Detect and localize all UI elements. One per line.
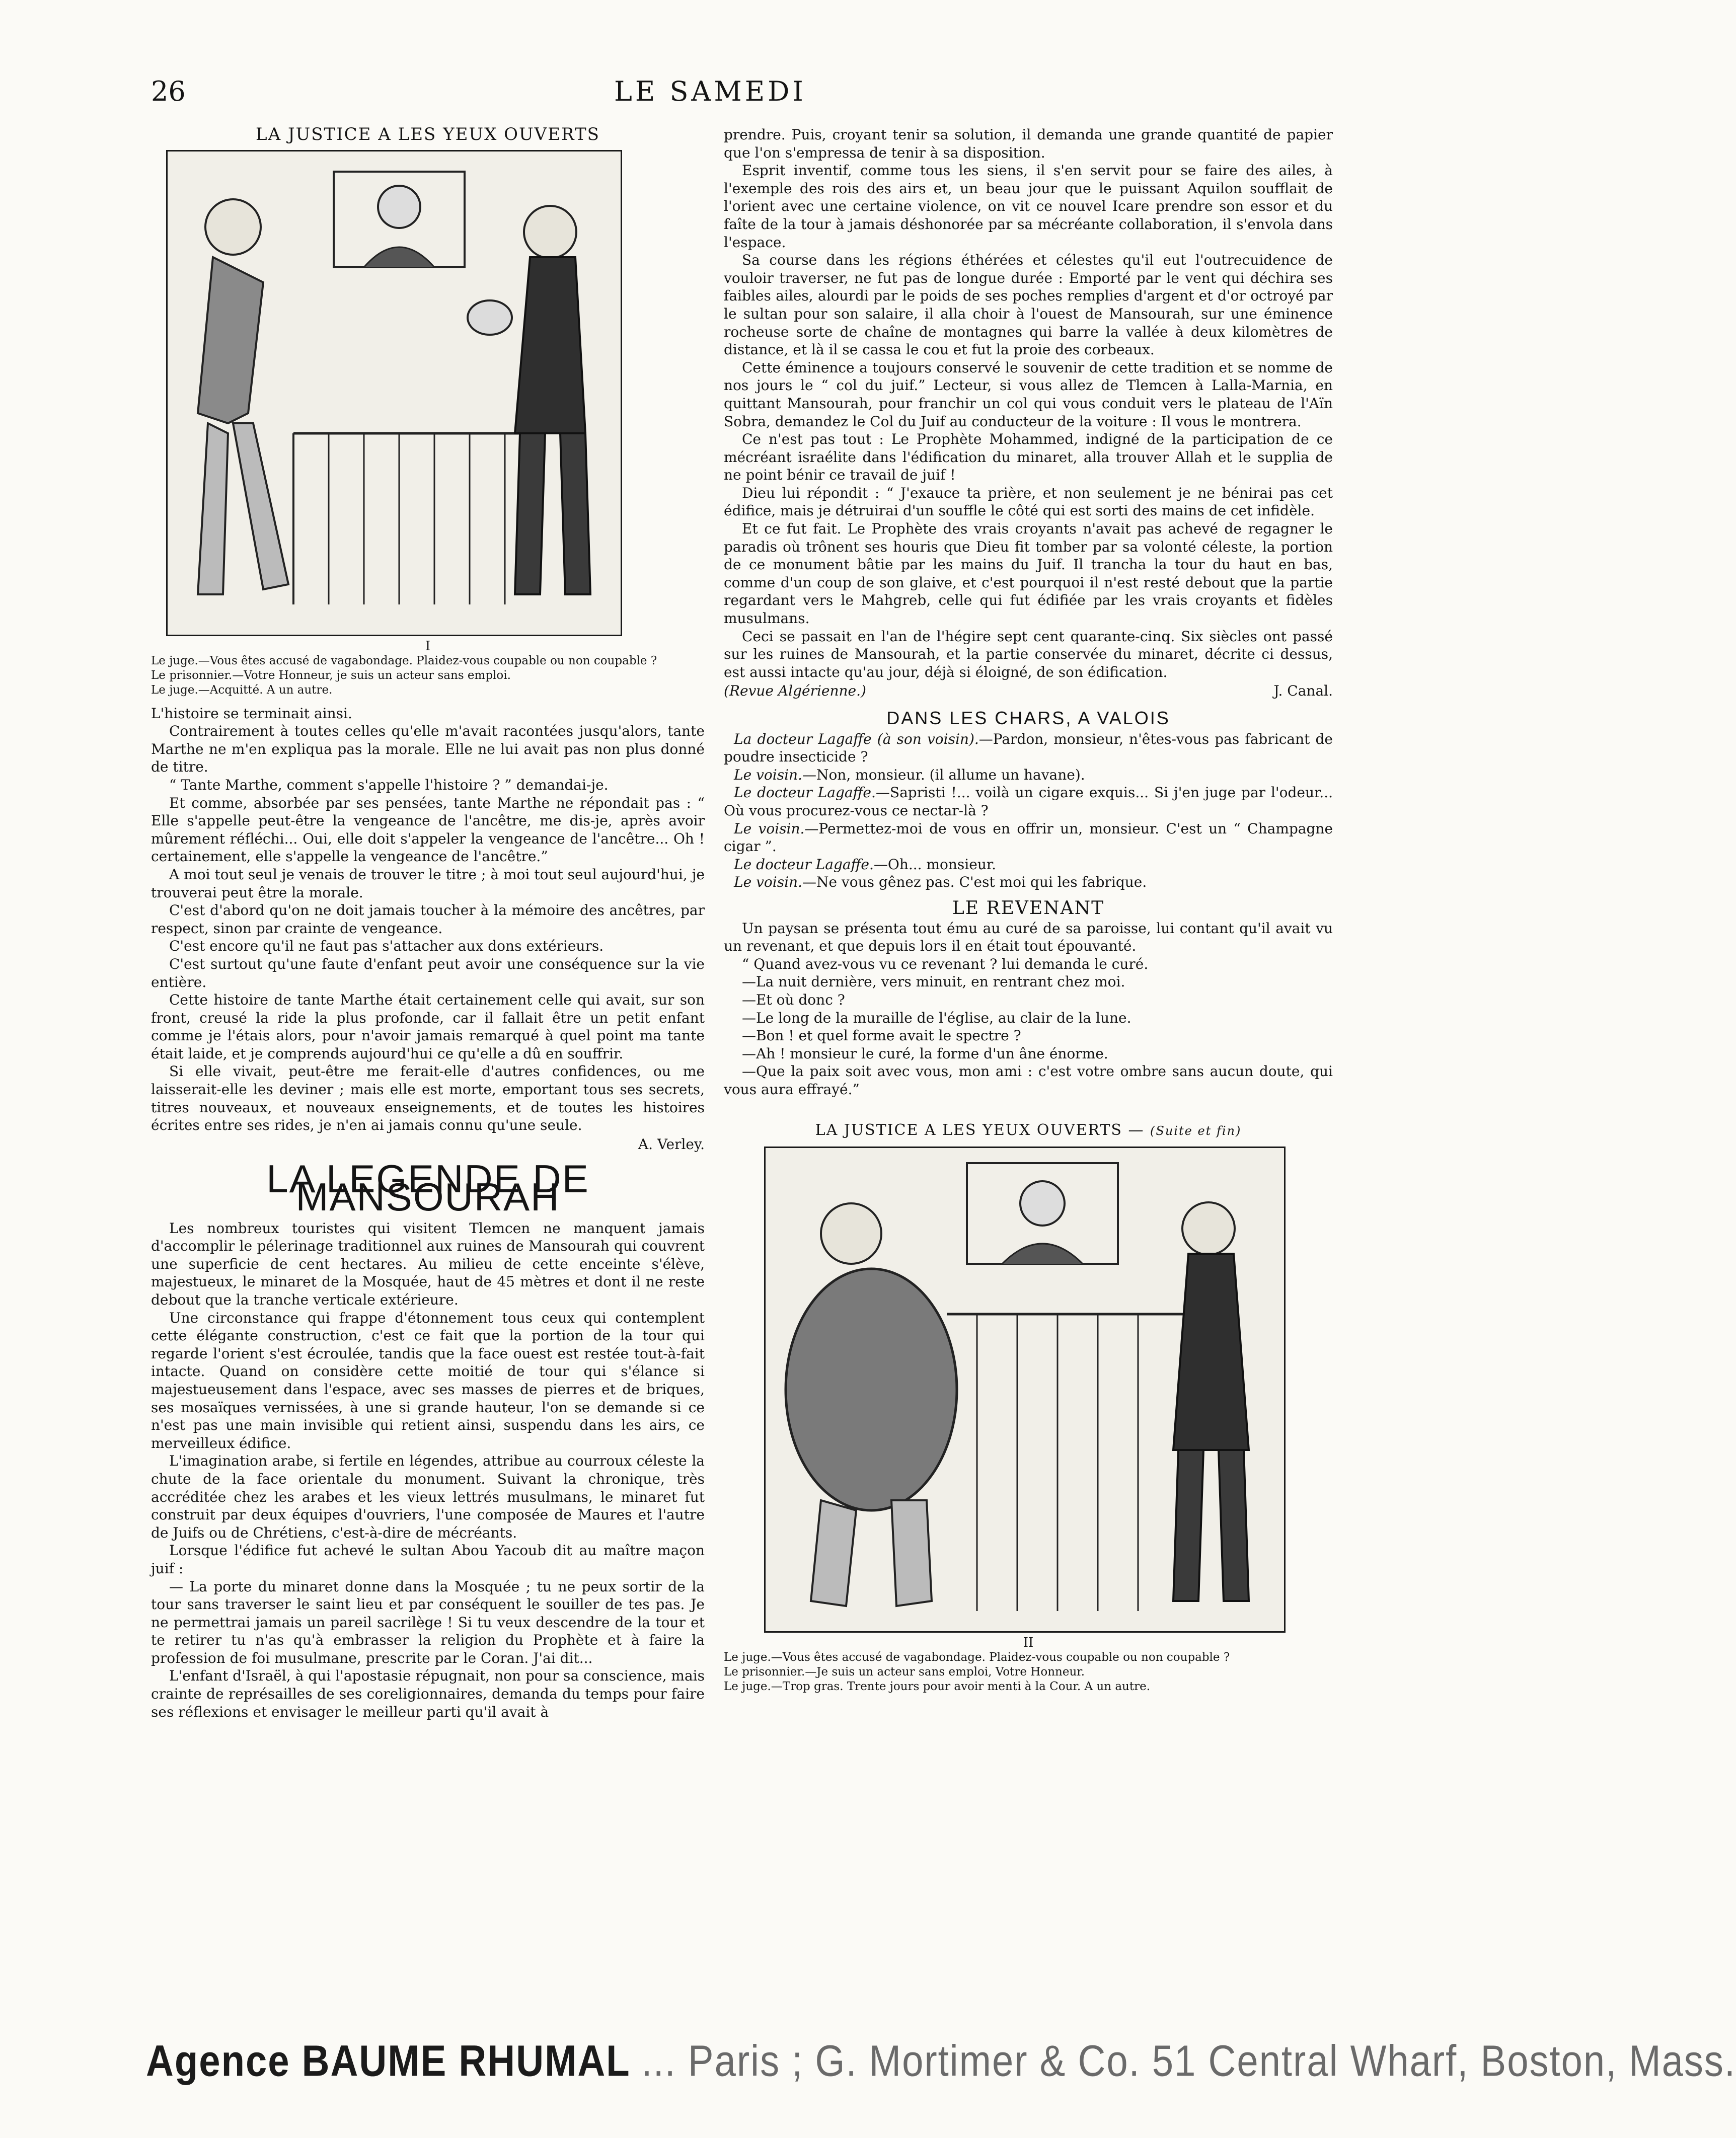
- paragraph: Lorsque l'édifice fut achevé le sultan Abou Yacoub dit au maître maçon juif :: [151, 1542, 705, 1577]
- paragraph: Une circonstance qui frappe d'étonnement tous ceux qui contemplent cette élégante construction, c'est ce fait que la portion de la tour qui regarde l'orient s'est écroulée, tandis que la face ouest est restée tout-à-fait intacte. Quand on considère cette moitié de tour qui s'élance si majestueusement dans l'espace, avec ses masses de pierres et de briques, ses mosaïques vernissées, à une si grande hauteur, l'on se demande si ce n'est pas une main invisible qui retient ainsi, suspendu dans les airs, ce merveilleux édifice.: [151, 1309, 705, 1452]
- caption-number: I: [425, 638, 431, 654]
- dialogue-line: [724, 730, 1333, 766]
- line-text: —Sapristi !... voilà un cigare exquis... Si j'en juge par l'odeur... Où vous procurez-vous ce nectar-là ?: [724, 784, 1333, 819]
- advertisement-footer: [146, 2036, 1736, 2100]
- dialogue-line: [724, 820, 1333, 856]
- story-verley: [151, 705, 705, 1154]
- paragraph: —Ah ! monsieur le curé, la forme d'un âne énorme.: [742, 1045, 1108, 1062]
- speaker: La docteur Lagaffe (à son voisin).: [734, 730, 979, 747]
- paragraph: Dieu lui répondit : “ J'exauce ta prière, et non seulement je ne bénirai pas cet édifice, mais je détruirai d'un souffle le côté qui est sorti des mains de cet infidèle.: [724, 484, 1333, 519]
- caption-number: II: [1023, 1635, 1034, 1651]
- line-text: —Non, monsieur. (il allume un havane).: [802, 766, 1085, 783]
- paragraph: Et ce fut fait. Le Prophète des vrais croyants n'avait pas achevé de regagner le paradis où trônent ses houris que Dieu fit tomber par sa volonté céleste, la portion de ce monument bâtie par les mains du Juif. Il trancha la tour du haut en bas, comme d'un coup de son glaive, et c'est pourquoi il n'est resté debout que la partie regardant vers le Mahgreb, celle qui fut édifiée par les vrais croyants et fidèles musulmans.: [724, 520, 1333, 627]
- paragraph: Les nombreux touristes qui visitent Tlemcen ne manquent jamais d'accomplir le pélerinage traditionnel aux ruines de Mansourah qui couvrent une superficie de cent hectares. Au milieu de cette enceinte s'élève, majestueux, le minaret de la Mosquée, haut de 45 mètres et dont il ne reste debout que la tranche verticale extérieure.: [151, 1219, 705, 1308]
- caption-verdict: Le juge.—Trop gras. Trente jours pour avoir menti à la Cour. A un autre.: [724, 1680, 1151, 1694]
- illustration-court-scene-2: [764, 1147, 1286, 1633]
- ad-line: Agence BAUME RHUMAL: [146, 2036, 630, 2086]
- line-text: —Permettez-moi de vous en offrir un, monsieur. C'est un “ Champagne cigar ”.: [724, 820, 1333, 855]
- paragraph: Si elle vivait, peut-être me ferait-elle d'autres confidences, ou me laisserait-elle les deviner ; mais elle est morte, emportant tous ses secrets, titres nouveaux, et nouveaux enseignements, et de toutes les histoires écrites entre ses rides, je n'en ai jamais connu qu'une seule.: [151, 1063, 705, 1134]
- story-revenant: [724, 920, 1333, 1099]
- paragraph: Sa course dans les régions éthérées et célestes qu'il eut l'outrecuidence de vouloir traverser, ne fut pas de longue durée : Emporté par le vent qui déchira ses faibles ailes, alourdi par le poids de ses poches remplies d'argent et d'or octroyé par le sultan pour son salaire, il alla choir à l'ouest de Mansourah, sur une éminence rocheuse sorte de chaîne de montagnes qui barre la vallée à deux kilomètres de distance, et là il se cassa le cou et fut la proie des corbeaux.: [724, 252, 1333, 358]
- paragraph: Esprit inventif, comme tous les siens, il s'en servit pour se faire des ailes, à l'exemple des rois des airs et, un beau jour que le puissant Aquilon soufflait de l'orient avec une certaine violence, on vit ce nouvel Icare prendre son essor et du faîte de la tour à jamais déshonorée par sa mécréante collaboration, il s'envola dans l'espace.: [724, 162, 1333, 251]
- article-source: (Revue Algérienne.): [724, 682, 866, 700]
- story-title: LA JUSTICE A LES YEUX OUVERTS: [256, 124, 600, 144]
- paragraph: —Le long de la muraille de l'église, au clair de la lune.: [742, 1009, 1131, 1026]
- paragraph: “ Quand avez-vous vu ce revenant ? lui demanda le curé.: [742, 955, 1149, 972]
- paragraph: Cette éminence a toujours conservé le souvenir de cette tradition et se nomme de nos jours le “ col du juif.” Lecteur, si vous allez de Tlemcen à Lalla-Marnia, en quittant Mansourah, pour franchir un col qui vous conduit vers le plateau de l'Aïn Sobra, demandez le Col du Juif au conducteur de la voiture : Il vous le montrera.: [724, 359, 1333, 430]
- ad-line-faded: ... Paris ; G. Mortimer & Co. 51 Central Wharf, Boston, Mass.: [641, 2036, 1736, 2086]
- paragraph: Contrairement à toutes celles qu'elle m'avait racontées jusqu'alors, tante Marthe ne m'en expliqua pas la morale. Elle ne lui avait pas non plus donné de titre.: [151, 723, 705, 776]
- illustration-caption-2: [724, 1636, 1333, 1694]
- speaker: Le voisin.: [734, 874, 802, 891]
- dialogue-line: [724, 766, 1333, 784]
- speaker: Le docteur Lagaffe.: [734, 856, 874, 873]
- line-text: —Pardon, monsieur, n'êtes-vous pas fabricant de poudre insecticide ?: [724, 730, 1333, 766]
- journal-title: LE SAMEDI: [614, 75, 806, 107]
- running-head: [151, 75, 1333, 111]
- caption-verdict: Le juge.—Acquitté. A un autre.: [151, 683, 333, 697]
- article-legende-continued: [724, 126, 1333, 700]
- line-text: —Oh... monsieur.: [873, 856, 997, 873]
- article-source-row: [724, 682, 1333, 700]
- section-title-chars: DANS LES CHARS, A VALOIS: [886, 708, 1170, 728]
- caption-judge: Le juge.—Vous êtes accusé de vagabondage. Plaidez-vous coupable ou non coupable ?: [724, 1651, 1230, 1664]
- paragraph: Et comme, absorbée par ses pensées, tante Marthe ne répondait pas : “ Elle s'appelle peut-être la vengeance de l'ancêtre, me dis-je, après avoir mûrement réfléchi... Oui, elle doit s'appeler la vengeance de l'ancêtre... Oh ! certainement, elle s'appelle la vengeance de l'ancêtre.”: [151, 794, 705, 865]
- line-text: —Ne vous gênez pas. C'est moi qui les fabrique.: [802, 874, 1147, 891]
- dialogue-line: [724, 856, 1333, 874]
- caption-prisoner: Le prisonnier.—Je suis un acteur sans emploi, Votre Honneur.: [724, 1665, 1085, 1679]
- illustration-drawing: [766, 1148, 1284, 1631]
- article-legende: [151, 1219, 705, 1721]
- article-author: J. Canal.: [1273, 682, 1333, 700]
- speaker: Le voisin.: [734, 766, 802, 783]
- section-title-revenant: LE REVENANT: [952, 897, 1105, 919]
- paragraph: prendre. Puis, croyant tenir sa solution, il demanda une grande quantité de papier que l'on s'empressa de tenir à sa disposition.: [724, 126, 1333, 161]
- paragraph: L'imagination arabe, si fertile en légendes, attribue au courroux céleste la chute de la face orientale du monument. Suivant la chronique, très accréditée chez les arabes et les vieux lettrés musulmans, le minaret fut construit par deux équipes d'ouvriers, l'une composée de Maures et l'autre de Juifs ou de Chrétiens, c'est-à-dire de mécréants.: [151, 1453, 705, 1541]
- paragraph: —Et où donc ?: [742, 991, 845, 1008]
- paragraph: Cette histoire de tante Marthe était certainement celle qui avait, sur son front, creusé la ride la plus profonde, car il fallait être un petit enfant comme je l'étais alors, pour n'avoir jamais remarqué à quel point ma tante était laide, et je comprends aujourd'hui ce qu'elle a dû en souffrir.: [151, 991, 705, 1062]
- paragraph: L'histoire se terminait ainsi.: [151, 705, 352, 722]
- paragraph: A moi tout seul je venais de trouver le titre ; à moi tout seul aujourd'hui, je trouverai peut être la morale.: [151, 866, 705, 901]
- paragraph: —Que la paix soit avec vous, mon ami : c'est votre ombre sans aucun doute, qui vous aura effrayé.”: [724, 1063, 1333, 1098]
- paragraph: “ Tante Marthe, comment s'appelle l'histoire ? ” demandai-je.: [169, 776, 609, 793]
- caption-prisoner: Le prisonnier.—Votre Honneur, je suis un acteur sans emploi.: [151, 668, 511, 682]
- paragraph: C'est surtout qu'une faute d'enfant peut avoir une conséquence sur la vie entière.: [151, 955, 705, 990]
- illustration-caption: [151, 639, 705, 698]
- paragraph: C'est d'abord qu'on ne doit jamais toucher à la mémoire des ancêtres, par respect, sinon par crainte de vengeance.: [151, 902, 705, 937]
- paragraph: —Bon ! et quel forme avait le spectre ?: [742, 1027, 1021, 1044]
- author-signature: A. Verley.: [638, 1135, 705, 1153]
- story-title-suffix: (Suite et fin): [1150, 1124, 1242, 1138]
- paragraph: C'est encore qu'il ne faut pas s'attacher aux dons extérieurs.: [169, 938, 604, 955]
- illustration-drawing: [168, 151, 621, 635]
- page-number: 26: [151, 75, 186, 107]
- paragraph: L'enfant d'Israël, à qui l'apostasie répugnait, non pour sa conscience, mais crainte de représailles de ses coreligionnaires, demanda du temps pour faire ses réflexions et envisager le meilleur parti qu'il avait à: [151, 1667, 705, 1720]
- caption-judge: Le juge.—Vous êtes accusé de vagabondage. Plaidez-vous coupable ou non coupable ?: [151, 654, 657, 667]
- story-title-2: LA JUSTICE A LES YEUX OUVERTS —: [815, 1121, 1145, 1139]
- dialogue-line: [724, 873, 1333, 891]
- article-title: LA LEGENDE DE MANSOURAH: [266, 1157, 589, 1219]
- paragraph: — La porte du minaret donne dans la Mosquée ; tu ne peux sortir de la tour sans traverser le saint lieu et par conséquent le souiller de tes pas. Je ne permettrai jamais un pareil sacrilège ! Si tu veux descendre de la tour et te retirer tu n'as qu'à embrasser la religion du Prophète et à faire la profession de foi musulmane, prescrite par le Coran. J'ai dit...: [151, 1578, 705, 1666]
- dialogue-line: [724, 784, 1333, 819]
- illustration-court-scene-1: [166, 150, 622, 636]
- left-column: [151, 126, 705, 1721]
- speaker: Le voisin.: [734, 820, 805, 837]
- story-title-continued: [724, 1121, 1333, 1140]
- speaker: Le docteur Lagaffe.: [734, 784, 876, 801]
- paragraph: Ceci se passait en l'an de l'hégire sept cent quarante-cinq. Six siècles ont passé sur les ruines de Mansourah, et la partie conservée du minaret, décrite ci dessus, est aussi intacte qu'au jour, déjà si éloigné, de son édification.: [724, 628, 1333, 680]
- paragraph: Ce n'est pas tout : Le Prophète Mohammed, indigné de la participation de ce mécréant israélite dans l'édification du minaret, alla trouver Allah et le supplia de ne point bénir ce travail de juif !: [724, 431, 1333, 484]
- dialogue-chars: [724, 730, 1333, 891]
- paragraph: Un paysan se présenta tout ému au curé de sa paroisse, lui contant qu'il avait vu un revenant, et que depuis lors il en était tout épouvanté.: [724, 920, 1333, 955]
- right-column: [724, 126, 1333, 1701]
- paragraph: —La nuit dernière, vers minuit, en rentrant chez moi.: [742, 973, 1125, 990]
